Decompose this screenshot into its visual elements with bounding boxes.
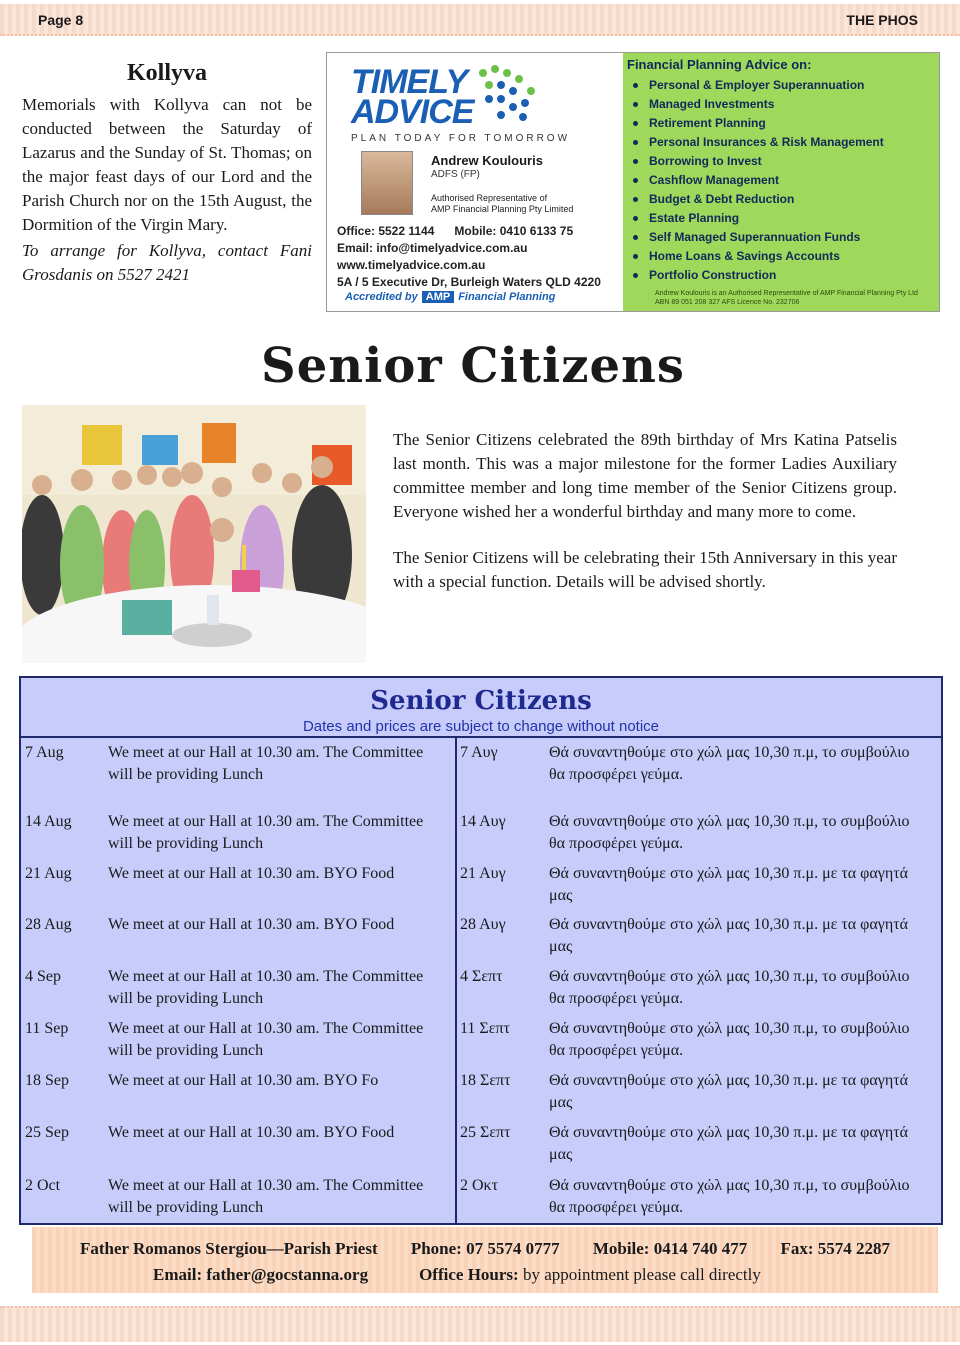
text-en: We meet at our Hall at 10.30 am. The Committee will be providing Lunch xyxy=(108,1177,424,1216)
date-gr: 25 Σεπτ xyxy=(460,1124,511,1141)
date-gr: 18 Σεπτ xyxy=(460,1072,511,1089)
text-gr: Θά συναντηθούμε στο χώλ μας 10,30 π.μ. με τα φαγητά μας xyxy=(549,1124,909,1163)
date-en: 18 Sep xyxy=(25,1072,69,1089)
timely-advice-ad xyxy=(326,52,940,312)
services-list xyxy=(623,76,939,285)
ad-fine-print xyxy=(655,289,918,307)
text-gr: Θά συναντηθούμε στο χώλ μας 10,30 π.μ, το συμβούλιο θα προσφέρει γεύμα. xyxy=(549,968,910,1007)
ad-left-panel xyxy=(327,53,623,311)
text-gr: Θά συναντηθούμε στο χώλ μας 10,30 π.μ. με τα φαγητά μας xyxy=(549,1072,909,1111)
ad-email[interactable]: Email: info@timelyadvice.com.au xyxy=(337,241,528,255)
date-gr: 28 Αυγ xyxy=(460,916,506,933)
text-gr: Θά συναντηθούμε στο χώλ μας 10,30 π.μ. με τα φαγητά μας xyxy=(549,865,909,904)
text-en: We meet at our Hall at 10.30 am. BYO Food xyxy=(108,1124,395,1141)
date-en: 2 Oct xyxy=(25,1177,61,1194)
footer-line-1 xyxy=(80,1239,890,1259)
footer-fax: Fax: 5574 2287 xyxy=(780,1239,890,1258)
footer-mobile: Mobile: 0414 740 477 xyxy=(592,1239,748,1258)
date-en: 11 Sep xyxy=(25,1020,69,1037)
fine-line-2: ABN 89 051 208 327 AFS Licence No. 232706 xyxy=(655,299,800,306)
ad-address: 5A / 5 Executive Dr, Burleigh Waters QLD 4220 xyxy=(337,275,601,289)
senior-citizens-photo xyxy=(22,405,366,663)
ad-office-phone: Office: 5522 1144 xyxy=(337,224,435,238)
text-gr: Θά συναντηθούμε στο χώλ μας 10,30 π.μ, το συμβούλιο θα προσφέρει γεύμα. xyxy=(549,1020,910,1059)
date-en: 25 Sep xyxy=(25,1124,69,1141)
fine-line-1: Andrew Koulouris is an Authorised Representative of AMP Financial Planning Pty Ltd xyxy=(655,290,918,297)
service-item: Estate Planning xyxy=(649,209,939,228)
senior-citizens-schedule xyxy=(19,676,943,1225)
schedule-subtitle: Dates and prices are subject to change without notice xyxy=(302,718,660,735)
services-title: Financial Planning Advice on: xyxy=(627,57,812,72)
page-bottom-strip xyxy=(0,1306,960,1342)
rep-line-2: AMP Financial Planning Pty Limited xyxy=(431,204,574,214)
kollyva-body: Memorials with Kollyva can not be conducted between the Saturday of Lazarus and the Sunday of St. Thomas; on the major feast days of our Lord and the Parish Church nor on the 15th August, the Dormition of the Virgin Mary. xyxy=(22,95,312,234)
date-gr: 4 Σεπτ xyxy=(460,968,503,985)
service-item: Retirement Planning xyxy=(649,114,939,133)
section-title: Senior Citizens xyxy=(261,338,685,394)
publication-name: THE PHOS xyxy=(846,12,918,28)
footer-hours-value: by appointment please call directly xyxy=(518,1265,761,1284)
amp-logo: AMP xyxy=(422,291,454,303)
advisor-rep xyxy=(431,193,573,215)
footer-email[interactable]: Email: father@gocstanna.org xyxy=(153,1265,369,1284)
kollyva-contact: To arrange for Kollyva, contact Fani Grosdanis on 5527 2421 xyxy=(22,241,312,284)
text-en: We meet at our Hall at 10.30 am. BYO Food xyxy=(108,916,395,933)
date-en: 28 Aug xyxy=(25,916,72,933)
date-gr: 14 Αυγ xyxy=(460,813,506,830)
accreditation xyxy=(345,291,555,303)
date-gr: 7 Αυγ xyxy=(460,744,498,761)
schedule-title: Senior Citizens xyxy=(370,686,592,716)
service-item: Portfolio Construction xyxy=(649,266,939,285)
logo-dots-icon xyxy=(473,63,543,127)
date-en: 4 Sep xyxy=(25,968,61,985)
service-item: Budget & Debt Reduction xyxy=(649,190,939,209)
text-en: We meet at our Hall at 10.30 am. BYO Food xyxy=(108,865,395,882)
advisor-credential: ADFS (FP) xyxy=(431,169,480,180)
date-en: 21 Aug xyxy=(25,865,72,882)
text-gr: Θά συναντηθούμε στο χώλ μας 10,30 π.μ, το συμβούλιο θα προσφέρει γεύμα. xyxy=(549,1177,910,1216)
parish-footer xyxy=(32,1227,938,1293)
footer-line-2 xyxy=(153,1265,761,1285)
text-gr: Θά συναντηθούμε στο χώλ μας 10,30 π.μ. με τα φαγητά μας xyxy=(549,916,909,955)
senior-citizens-story xyxy=(393,428,897,616)
ad-mobile: Mobile: 0410 6133 75 xyxy=(454,224,574,238)
text-en: We meet at our Hall at 10.30 am. The Committee will be providing Lunch xyxy=(108,1020,424,1059)
text-gr: Θά συναντηθούμε στο χώλ μας 10,30 π.μ, το συμβούλιο θα προσφέρει γεύμα. xyxy=(549,744,910,783)
text-en: We meet at our Hall at 10.30 am. The Committee will be providing Lunch xyxy=(108,813,424,852)
ad-contact-block xyxy=(337,223,601,291)
text-gr: Θά συναντηθούμε στο χώλ μας 10,30 π.μ, το συμβούλιο θα προσφέρει γεύμα. xyxy=(549,813,910,852)
service-item: Cashflow Management xyxy=(649,171,939,190)
logo-line-2: ADVICE xyxy=(351,93,474,131)
footer-hours-label: Office Hours: xyxy=(419,1265,519,1284)
date-gr: 2 Οκτ xyxy=(460,1177,499,1194)
date-gr: 21 Αυγ xyxy=(460,865,506,882)
page-header xyxy=(0,4,960,36)
service-item: Borrowing to Invest xyxy=(649,152,939,171)
service-item: Personal Insurances & Risk Management xyxy=(649,133,939,152)
logo-tagline: PLAN TODAY FOR TOMORROW xyxy=(351,133,571,144)
story-paragraph-2: The Senior Citizens will be celebrating their 15th Anniversary in this year with a special function. Details will be advised shortly. xyxy=(393,548,897,591)
accredited-label: Accredited by xyxy=(345,291,418,303)
financial-planning-label: Financial Planning xyxy=(458,291,556,303)
service-item: Self Managed Superannuation Funds xyxy=(649,228,939,247)
rep-line-1: Authorised Representative of xyxy=(431,193,548,203)
logo-line-1: TIMELY xyxy=(351,63,468,101)
schedule-header xyxy=(21,678,941,738)
kollyva-title: Kollyva xyxy=(126,60,207,86)
story-paragraph-1: The Senior Citizens celebrated the 89th birthday of Mrs Katina Patselis last month. This was a major milestone for the former Ladies Auxiliary committee member and long time member of the Senior Citizens group. Everyone wished her a wonderful birthday and many more to come. xyxy=(393,430,897,521)
date-gr: 11 Σεπτ xyxy=(460,1020,510,1037)
text-en: We meet at our Hall at 10.30 am. The Committee will be providing Lunch xyxy=(108,744,424,783)
date-en: 7 Aug xyxy=(25,744,64,761)
date-en: 14 Aug xyxy=(25,813,72,830)
text-en: We meet at our Hall at 10.30 am. BYO Fo xyxy=(108,1072,379,1089)
footer-priest: Father Romanos Stergiou—Parish Priest xyxy=(80,1239,378,1258)
advisor-photo xyxy=(361,151,413,215)
page-number: Page 8 xyxy=(38,12,84,28)
service-item: Personal & Employer Superannuation xyxy=(649,76,939,95)
ad-website[interactable]: www.timelyadvice.com.au xyxy=(337,258,486,272)
kollyva-notice xyxy=(22,60,312,287)
service-item: Home Loans & Savings Accounts xyxy=(649,247,939,266)
ad-services-panel xyxy=(623,53,939,311)
text-en: We meet at our Hall at 10.30 am. The Committee will be providing Lunch xyxy=(108,968,424,1007)
service-item: Managed Investments xyxy=(649,95,939,114)
footer-phone: Phone: 07 5574 0777 xyxy=(410,1239,560,1258)
column-divider xyxy=(455,738,457,1223)
advisor-name: Andrew Koulouris xyxy=(431,153,543,168)
